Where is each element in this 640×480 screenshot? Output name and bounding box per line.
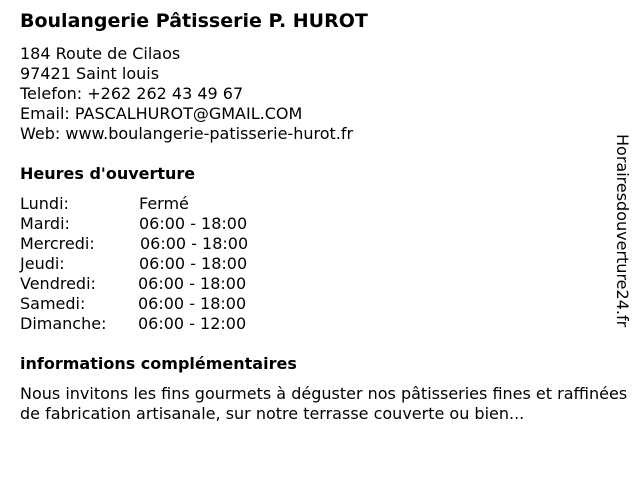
address-street: 184 Route de Cilaos	[20, 44, 181, 63]
hours-value: 06:00 - 18:00	[138, 274, 247, 293]
info-description: Nous invitons les fins gourmets à déguster nos pâtisseries fines et raffinées de fabrication artisanale, sur notre terrasse couverte ou bien...	[20, 384, 628, 423]
website-line: Web: www.boulangerie-patisserie-hurot.fr	[20, 124, 354, 143]
hours-value: 06:00 - 18:00	[139, 214, 248, 233]
site-watermark: Horairesdouverture24.fr	[613, 134, 632, 328]
contact-block	[20, 44, 353, 144]
address-city: 97421 Saint louis	[20, 64, 160, 83]
hours-heading: Heures d'ouverture	[20, 164, 196, 183]
day-label: Samedi:	[20, 294, 86, 313]
info-heading: informations complémentaires	[20, 354, 297, 373]
hours-value: Fermé	[139, 194, 189, 213]
hours-value: 06:00 - 18:00	[140, 234, 249, 253]
day-label: Dimanche:	[20, 314, 107, 333]
day-label: Mardi:	[20, 214, 70, 233]
day-label: Jeudi:	[20, 254, 65, 273]
day-label: Lundi:	[20, 194, 69, 213]
business-name: Boulangerie Pâtisserie P. HUROT	[20, 10, 368, 32]
email-line: Email: PASCALHUROT@GMAIL.COM	[20, 104, 303, 123]
hours-value: 06:00 - 12:00	[138, 314, 247, 333]
hours-value: 06:00 - 18:00	[139, 254, 248, 273]
phone-line: Telefon: +262 262 43 49 67	[20, 84, 244, 103]
hours-value: 06:00 - 18:00	[138, 294, 247, 313]
day-label: Mercredi:	[20, 234, 95, 253]
day-label: Vendredi:	[20, 274, 96, 293]
